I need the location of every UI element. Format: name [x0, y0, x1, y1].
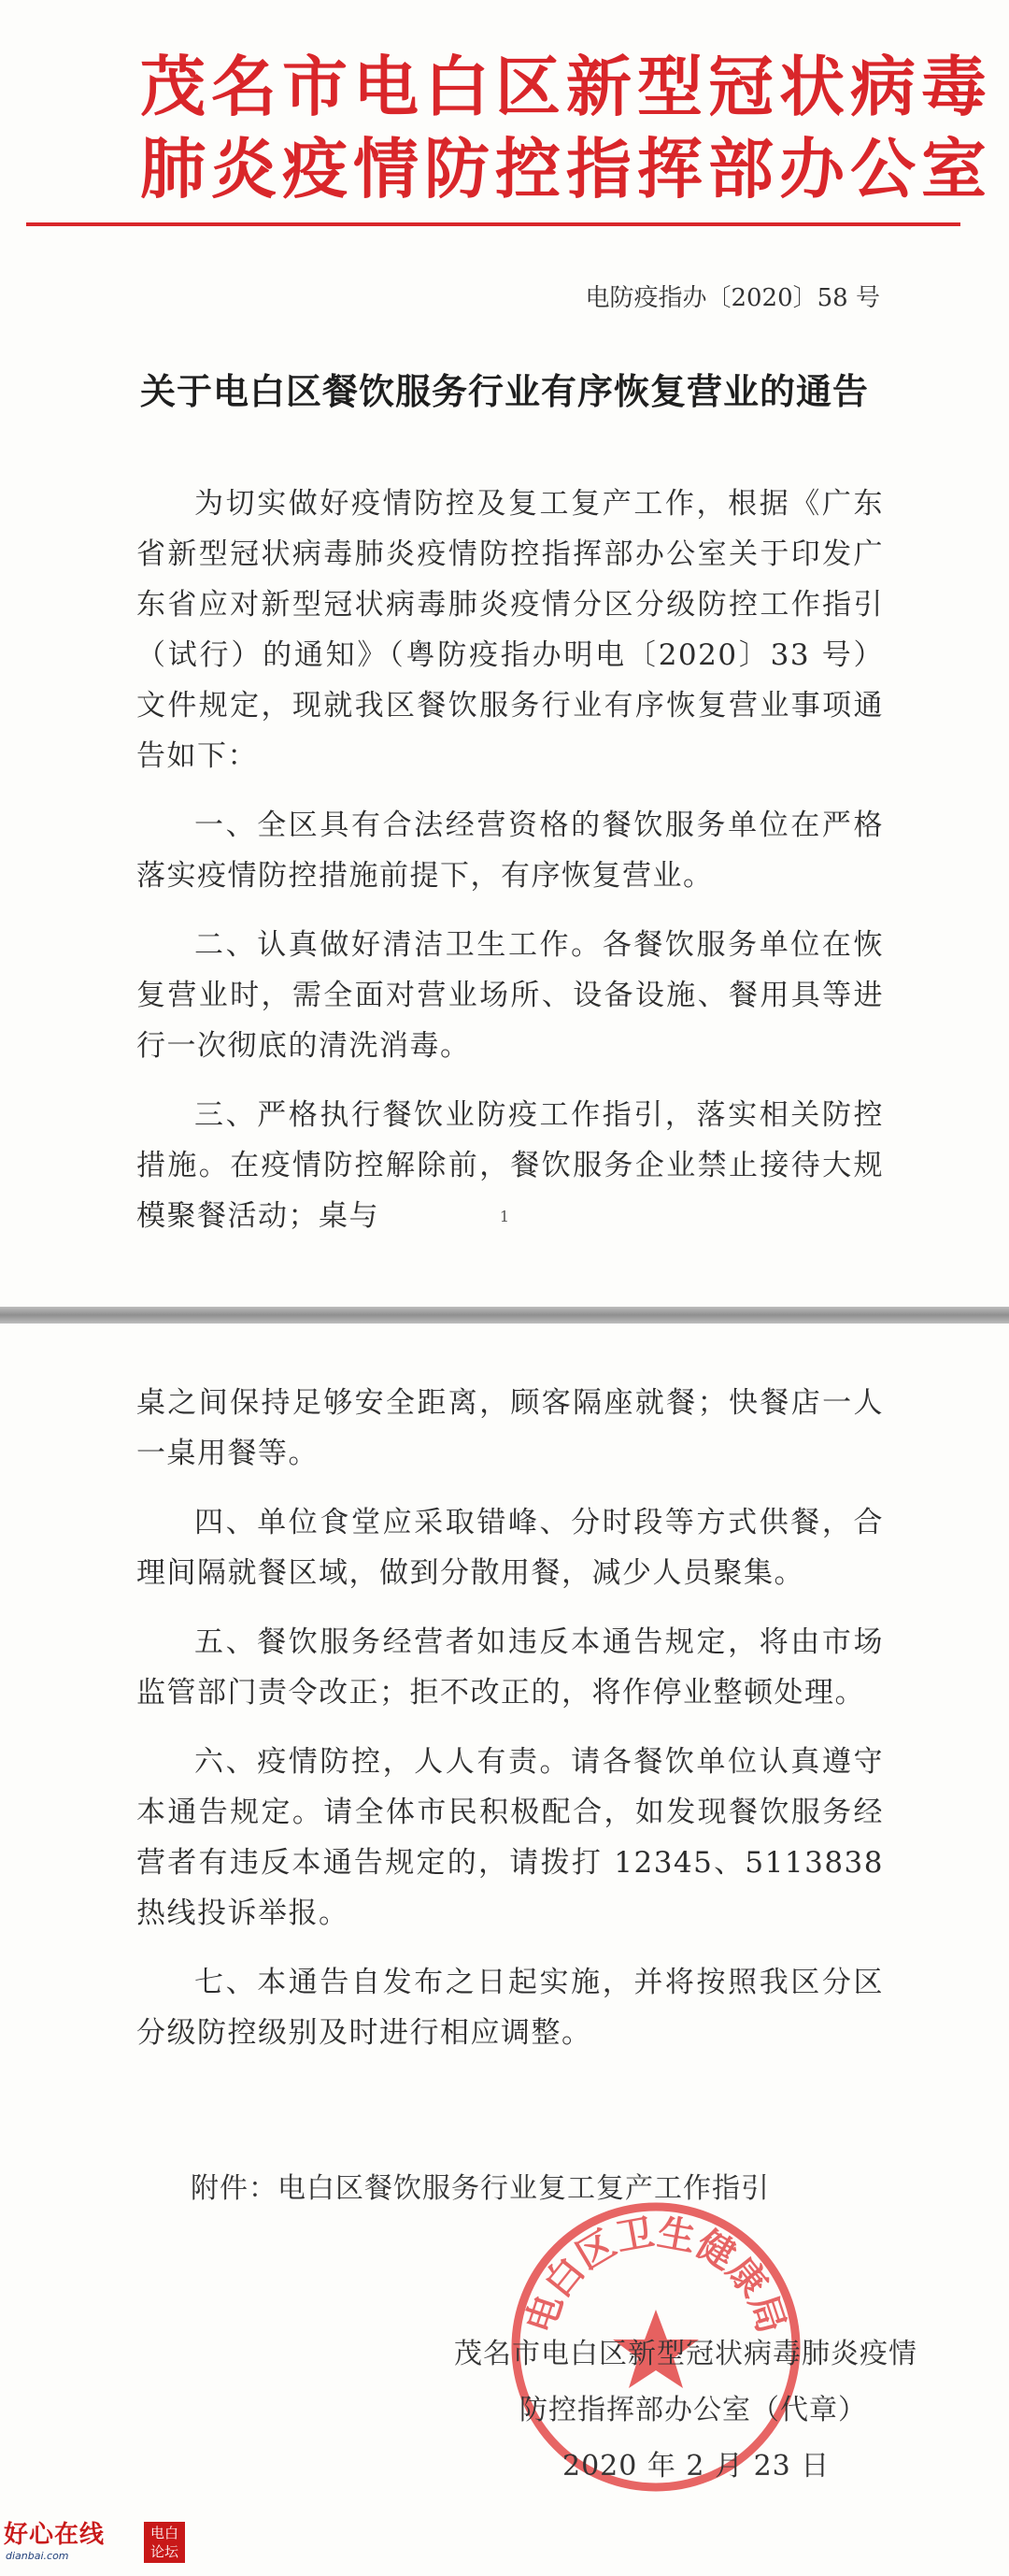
- paragraph-item-1: 一、全区具有合法经营资格的餐饮服务单位在严格落实疫情防控措施前提下，有序恢复营业。: [136, 809, 884, 893]
- red-header-rule: [26, 222, 960, 226]
- notice-title: 关于电白区餐饮服务行业有序恢复营业的通告: [139, 370, 869, 412]
- site-watermark: [4, 2520, 191, 2570]
- body-text-page2: [136, 1378, 884, 2077]
- watermark-badge: 电白论坛: [144, 2522, 185, 2563]
- signature-block: [454, 2326, 917, 2495]
- paragraph-item-6: 六、疫情防控，人人有责。请各餐饮单位认真遵守本通告规定。请全体市民积极配合，如发现餐饮服务经营者有违反本通告规定的，请拨打 12345、5113838 热线投诉举报。: [136, 1745, 884, 1930]
- paragraph-intro: 为切实做好疫情防控及复工复产工作，根据《广东省新型冠状病毒肺炎疫情防控指挥部办公室关于印发广东省应对新型冠状病毒肺炎疫情分区分级防控工作指引（试行）的通知》（粤防疫指办明电〔2020〕33 号）文件规定，现就我区餐饮服务行业有序恢复营业事项通告如下：: [136, 487, 884, 773]
- watermark-text: 好心在线: [4, 2521, 106, 2549]
- page-number: 1: [499, 1208, 510, 1225]
- paragraph-continuation: 桌之间保持足够安全距离，顾客隔座就餐；快餐店一人一桌用餐等。: [136, 1386, 884, 1470]
- paragraph-item-7: 七、本通告自发布之日起实施，并将按照我区分区分级防控级别及时进行相应调整。: [136, 1966, 884, 2050]
- paragraph-item-5: 五、餐饮服务经营者如违反本通告规定，将由市场监管部门责令改正；拒不改正的，将作停业整顿处理。: [136, 1625, 884, 1710]
- paragraph-item-3: 三、严格执行餐饮业防疫工作指引，落实相关防控措施。在疫情防控解除前，餐饮服务企业禁止接待大规模聚餐活动；桌与: [136, 1098, 884, 1233]
- attachment-note: 附件：电白区餐饮服务行业复工复产工作指引: [191, 2172, 770, 2205]
- page-divider: [0, 1307, 1009, 1324]
- svg-text:电白区卫生健康局: 电白区卫生健康局: [518, 2210, 794, 2339]
- document-number: 电防疫指办〔2020〕58 号: [585, 284, 880, 312]
- watermark-subtext: dianbai.com: [6, 2550, 69, 2562]
- document-page-2: [0, 1324, 1009, 2576]
- paragraph-item-2: 二、认真做好清洁卫生工作。各餐饮服务单位在恢复营业时，需全面对营业场所、设备设施、餐用具等进行一次彻底的清洗消毒。: [136, 928, 884, 1063]
- signature-org-line1: 茂名市电白区新型冠状病毒肺炎疫情: [454, 2338, 917, 2370]
- signature-date: 2020 年 2 月 23 日: [562, 2450, 831, 2483]
- org-title-line1: 茂名市电白区新型冠状病毒: [140, 48, 992, 125]
- body-text-page1: [136, 479, 884, 1260]
- paragraph-item-4: 四、单位食堂应采取错峰、分时段等方式供餐，合理间隔就餐区域，做到分散用餐，减少人员聚集。: [136, 1506, 884, 1590]
- org-title-line2: 肺炎疫情防控指挥部办公室: [140, 130, 992, 208]
- signature-org-line2: 防控指挥部办公室（代章）: [519, 2394, 867, 2426]
